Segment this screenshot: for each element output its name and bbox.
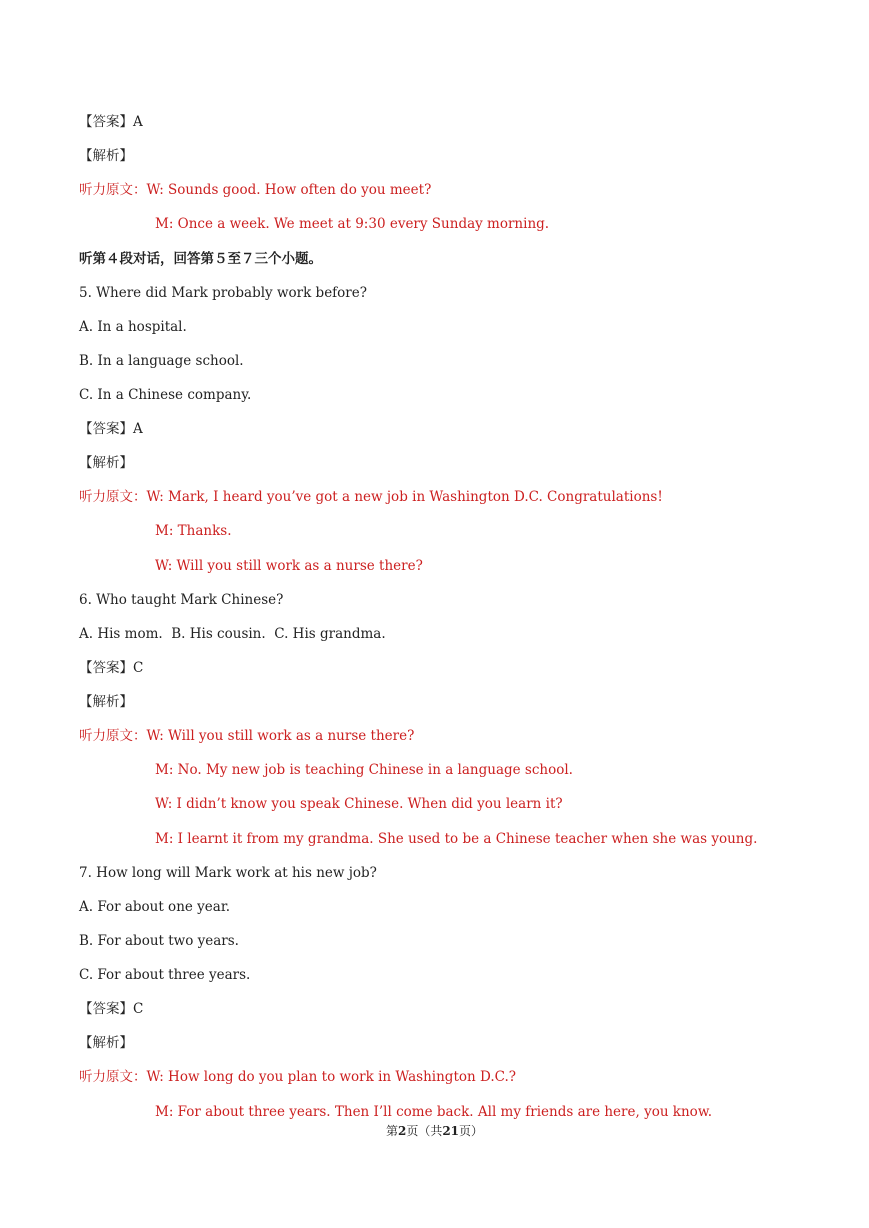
transcript-line: M: For about three years. Then I’ll come back. All my friends are here, you know. bbox=[155, 1104, 713, 1120]
transcript-line: W: Will you still work as a nurse there? bbox=[155, 558, 423, 574]
question: 7. How long will Mark work at his new job? bbox=[79, 865, 377, 881]
answer-label: 【答案】C bbox=[79, 660, 144, 676]
answer-label: 【答案】A bbox=[79, 421, 143, 437]
section-heading: 听第４段对话，回答第５至７三个小题。 bbox=[79, 251, 322, 267]
answer-label: 【答案】A bbox=[79, 114, 143, 130]
option: A. For about one year. bbox=[79, 899, 231, 915]
analysis-label: 【解析】 bbox=[79, 1035, 133, 1051]
transcript-line: M: Once a week. We meet at 9:30 every Sunday morning. bbox=[155, 216, 550, 232]
transcript-line: 听力原文：W: Sounds good. How often do you meet? bbox=[79, 182, 432, 198]
analysis-label: 【解析】 bbox=[79, 694, 133, 710]
footer-total-pages: 21 bbox=[442, 1124, 460, 1138]
analysis-label: 【解析】 bbox=[79, 148, 133, 164]
transcript-line: 听力原文：W: How long do you plan to work in Washington D.C.? bbox=[79, 1069, 516, 1085]
page-footer bbox=[0, 1122, 869, 1139]
footer-page-number: 2 bbox=[397, 1124, 407, 1138]
transcript-line: M: Thanks. bbox=[155, 523, 232, 539]
options-inline: A. His mom. B. His cousin. C. His grandma. bbox=[79, 626, 386, 642]
answer-label: 【答案】C bbox=[79, 1001, 144, 1017]
transcript-line: W: I didn’t know you speak Chinese. When did you learn it? bbox=[155, 796, 563, 812]
footer-suffix: 页） bbox=[459, 1124, 484, 1138]
analysis-label: 【解析】 bbox=[79, 455, 133, 471]
option: B. In a language school. bbox=[79, 353, 244, 369]
transcript-line: 听力原文：W: Will you still work as a nurse there? bbox=[79, 728, 415, 744]
option: C. In a Chinese company. bbox=[79, 387, 252, 403]
option: A. In a hospital. bbox=[79, 319, 187, 335]
question: 5. Where did Mark probably work before? bbox=[79, 285, 367, 301]
footer-middle: 页（共 bbox=[406, 1124, 443, 1138]
transcript-line: 听力原文：W: Mark, I heard you’ve got a new job in Washington D.C. Congratulations! bbox=[79, 489, 663, 505]
transcript-line: M: No. My new job is teaching Chinese in a language school. bbox=[155, 762, 573, 778]
transcript-line: M: I learnt it from my grandma. She used to be a Chinese teacher when she was young. bbox=[155, 831, 758, 847]
footer-prefix: 第 bbox=[385, 1124, 398, 1138]
question: 6. Who taught Mark Chinese? bbox=[79, 592, 284, 608]
option: B. For about two years. bbox=[79, 933, 239, 949]
option: C. For about three years. bbox=[79, 967, 251, 983]
